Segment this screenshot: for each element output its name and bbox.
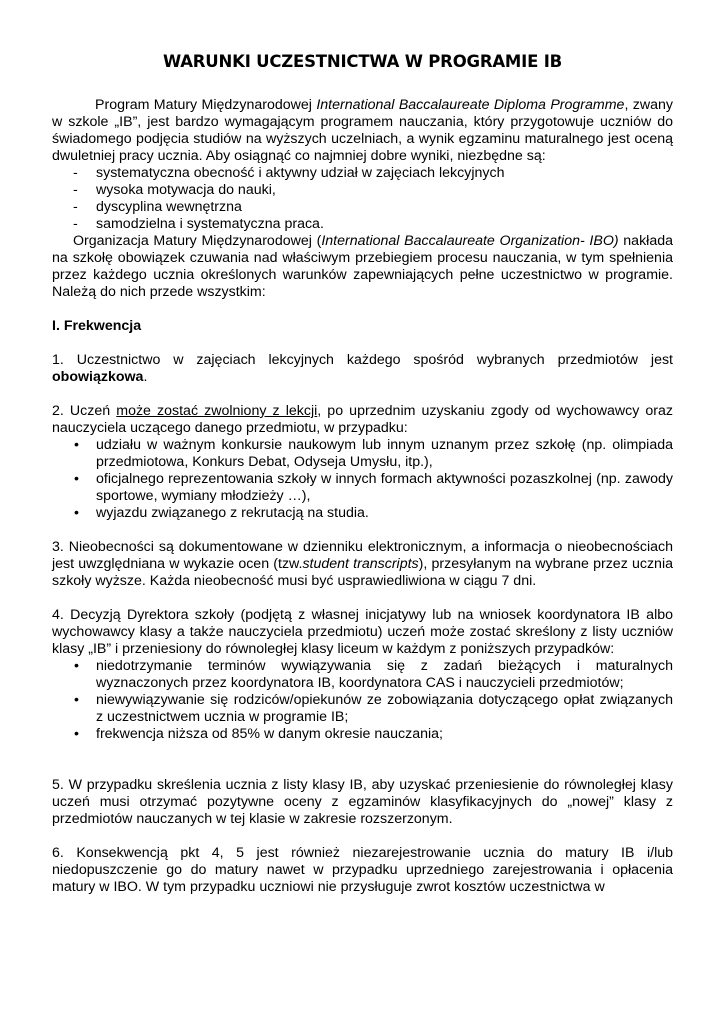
item1-bold: obowiązkowa — [52, 369, 144, 385]
org-text-c: nakłada na szkołę obowiązek czuwania nad właściwym przebiegiem procesu nauczania, w tym spełnienia przez każdego ucznia określonych warunków zapewniających pełne uczestnictwo w programie. Należą do nich przede wszystkim: — [52, 233, 673, 300]
attendance-item-5: 5. W przypadku skreślenia ucznia z listy klasy IB, aby uzyskać przeniesienie do równoległej klasy uczeń musi otrzymać pozytywne oceny z egzaminów klasyfikacyjnych do „nowej” klasy z przedmiotów nauczanych w tej klasie w zakresie rozszerzonym. — [52, 777, 673, 827]
list-item: • niewywiązywanie się rodziców/opiekunów ze zobowiązania dotyczącego opłat związanych z uczestnictwem ucznia w programie IB; — [52, 692, 673, 726]
item2-text-a: 2. Uczeń — [52, 403, 117, 419]
item2-underlined: może zostać zwolniony z lekcji — [116, 403, 318, 419]
exemption-list — [52, 437, 673, 522]
item3-text-a: 3. Nieobecności są dokumentowane w dzienniku elektronicznym, a informacja o nieobecnościach jest uwzględniana w wykazie ocen (tzw. — [52, 539, 673, 572]
list-item: - samodzielna i systematyczna praca. — [52, 216, 673, 233]
attendance-item-3 — [52, 539, 673, 590]
intro-paragraph — [52, 97, 673, 165]
list-item: • niedotrzymanie terminów wywiązywania się z zadań bieżących i maturalnych wyznaczonych przez koordynatora IB, koordynatora CAS i nauczycieli przedmiotów; — [52, 658, 673, 692]
removal-reasons-list — [52, 658, 673, 743]
list-item: • oficjalnego reprezentowania szkoły w innych formach aktywności pozaszkolnej (np. zawody sportowe, wymiany młodzieży …), — [52, 471, 673, 505]
attendance-item-1 — [52, 352, 673, 386]
list-item: • wyjazdu związanego z rekrutacją na studia. — [52, 505, 673, 522]
list-item: - dyscyplina wewnętrzna — [52, 199, 673, 216]
item3-italic: student transcripts — [302, 556, 419, 572]
item3-text-c: ), przesyłanym na wybrane przez ucznia szkoły wyższe. Każda nieobecność musi być usprawiedliwiona w ciągu 7 dni. — [52, 556, 673, 589]
item2-text-b: , po uprzednim uzyskaniu zgody od wychowawcy oraz nauczyciela uczącego danego przedmiotu, w przypadku: — [52, 403, 674, 436]
requirements-list — [52, 165, 673, 233]
organization-name: International Baccalaureate Organization- IBO) — [321, 233, 619, 249]
list-item: - systematyczna obecność i aktywny udział w zajęciach lekcyjnych — [52, 165, 673, 182]
section-heading: I. Frekwencja — [52, 318, 142, 334]
list-item: • frekwencja niższa od 85% w danym okresie nauczania; — [52, 726, 673, 743]
organization-paragraph — [52, 233, 673, 301]
list-item: • udziału w ważnym konkursie naukowym lub innym uznanym przez szkołę (np. olimpiada przedmiotowa, Konkurs Debat, Odyseja Umysłu, itp.), — [52, 437, 673, 471]
document-title: WARUNKI UCZESTNICTWA W PROGRAMIE IB — [162, 52, 563, 71]
attendance-item-4: 4. Decyzją Dyrektora szkoły (podjętą z własnej inicjatywy lub na wniosek koordynatora IB albo wychowawcy klasy a także nauczyciela przedmiotu) uczeń może zostać skreślony z listy uczniów klasy „IB” i przeniesiony do równoległej klasy liceum w każdym z poniższych przypadków: — [52, 607, 673, 657]
item1-end: . — [143, 369, 148, 385]
intro-text-a: Program Matury Międzynarodowej — [95, 97, 317, 113]
intro-text-c: , zwany w szkole „IB”, jest bardzo wymagającym programem nauczania, który przygotowuje uczniów do świadomego podjęcia studiów na wyższych uczelniach, a wynik egzaminu maturalnego jest oceną dwuletniej pracy ucznia. Aby osiągnąć co najmniej dobre wyniki, niezbędne są: — [52, 97, 673, 164]
list-item: - wysoka motywacja do nauki, — [52, 182, 673, 199]
document-body — [52, 97, 673, 896]
item1-text: 1. Uczestnictwo w zajęciach lekcyjnych każdego spośród wybranych przedmiotów jest — [52, 352, 673, 368]
attendance-item-2 — [52, 403, 673, 437]
attendance-item-6: 6. Konsekwencją pkt 4, 5 jest również niezarejestrowanie ucznia do matury IB i/lub niedopuszczenie go do matury nawet w przypadku uprzedniego zarejestrowania i opłacenia matury w IBO. W tym przypadku uczniowi nie przysługuje zwrot kosztów uczestnictwa w — [52, 845, 673, 895]
org-text-a: Organizacja Matury Międzynarodowej ( — [73, 233, 322, 249]
programme-name: International Baccalaureate Diploma Programme — [316, 97, 625, 113]
